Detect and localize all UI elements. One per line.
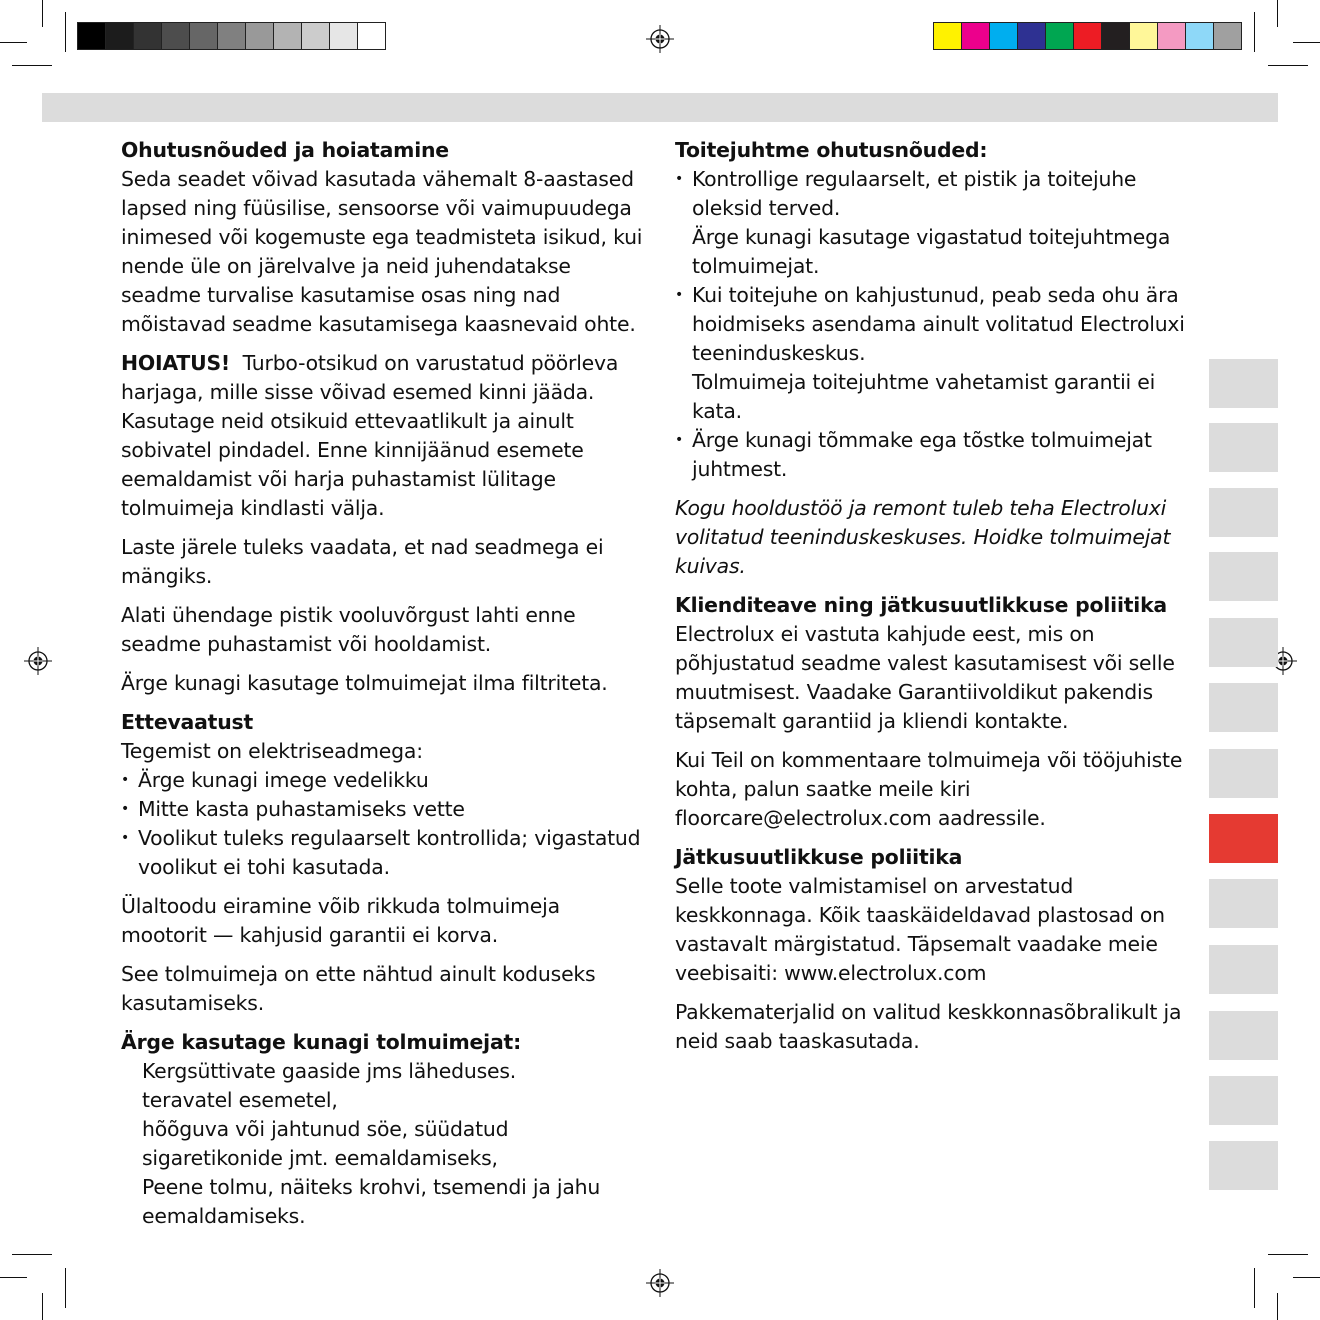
color-swatch <box>133 22 162 50</box>
color-swatch <box>245 22 274 50</box>
list-item: hõõguva või jahtunud söe, süüdatud sigaretikonide jmt. eemaldamiseks, <box>142 1117 509 1170</box>
color-swatch <box>105 22 134 50</box>
safety-heading: Ohutusnõuded ja hoiatamine <box>121 138 449 162</box>
filters-paragraph: Ärge kunagi kasutage tolmuimejat ilma filtriteta. <box>121 671 608 695</box>
language-tab <box>1209 945 1278 994</box>
color-swatch <box>1045 22 1074 50</box>
color-swatch <box>989 22 1018 50</box>
safety-paragraph: Seda seadet võivad kasutada vähemalt 8-aastased lapsed ning füüsilise, sensoorse või vaimupuudega inimesed või kogemuste ega teadmisteta isikud, kui nende üle on järelvalve ja neid juhendatakse seadme turvalise kasutamise osas ning nad mõistavad seadme kasutamisega kaasnevaid ohte. <box>121 167 643 336</box>
customer-info-heading: Klienditeave ning jätkusuutlikkuse poliitika <box>675 593 1167 617</box>
registration-mark-icon <box>24 647 52 675</box>
never-use-list <box>121 1057 651 1231</box>
registration-mark-icon <box>646 25 674 53</box>
cord-safety-heading: Toitejuhtme ohutusnõuded: <box>675 138 988 162</box>
sustainability-paragraph: Selle toote valmistamisel on arvestatud keskkonnaga. Kõik taaskäideldavad plastosad on vastavalt märgistatud. Täpsemalt vaadake meie veebisaiti: www.electrolux.com <box>675 874 1165 985</box>
list-item-text: Ärge kunagi kasutage vigastatud toitejuhtmega tolmuimejat. <box>692 225 1171 278</box>
service-note: Kogu hooldustöö ja remont tuleb teha Electroluxi volitatud teeninduskeskuses. Hoidke tolmuimejat kuivas. <box>675 496 1171 578</box>
list-item-text: Tolmuimeja toitejuhtme vahetamist garantii ei kata. <box>692 370 1156 423</box>
color-swatch <box>1129 22 1158 50</box>
sustainability-heading: Jätkusuutlikkuse poliitika <box>675 845 963 869</box>
language-tab <box>1209 1141 1278 1190</box>
list-item: • Voolikut tuleks regulaarselt kontrollida; vigastatud voolikut ei tohi kasutada. <box>121 824 651 882</box>
list-item <box>675 281 1205 426</box>
color-swatch <box>77 22 106 50</box>
cord-safety-list <box>675 165 1205 484</box>
list-item: Peene tolmu, näiteks krohvi, tsemendi ja jahu eemaldamiseks. <box>142 1175 601 1228</box>
customer-info-paragraph: Electrolux ei vastuta kahjude eest, mis on põhjustatud seadme valest kasutamisest või selle muutmisest. Vaadake Garantiivoldikut pakendis täpsemalt garantiid ja kliendi kontakte. <box>675 622 1175 733</box>
color-swatch <box>189 22 218 50</box>
left-column <box>121 136 651 1231</box>
language-tab <box>1209 423 1278 472</box>
color-swatch <box>357 22 386 50</box>
warning-text: Turbo-otsikud on varustatud pöörleva harjaga, mille sisse võivad esemed kinni jääda. Kasutage neid otsikuid ettevaatlikult ja ainult sobivatel pindadel. Enne kinnijäänud esemete eemaldamist või harja puhastamist lülitage tolmuimeja kindlasti välja. <box>121 351 619 520</box>
color-swatch <box>301 22 330 50</box>
caution-list <box>121 766 651 882</box>
list-item <box>675 165 1205 281</box>
color-swatch <box>1073 22 1102 50</box>
registration-mark-icon <box>646 1269 674 1297</box>
never-use-heading: Ärge kasutage kunagi tolmuimejat: <box>121 1030 522 1054</box>
list-item-text: Kontrollige regulaarselt, et pistik ja toitejuhe oleksid terved. <box>692 167 1137 220</box>
color-swatch <box>273 22 302 50</box>
color-swatch <box>1101 22 1130 50</box>
list-item: • Ärge kunagi tõmmake ega tõstke tolmuimejat juhtmest. <box>675 426 1205 484</box>
comments-paragraph: Kui Teil on kommentaare tolmuimeja või tööjuhiste kohta, palun saatke meile kiri floorcare@electrolux.com aadressile. <box>675 748 1183 830</box>
language-tab <box>1209 879 1278 928</box>
language-tab <box>1209 1011 1278 1060</box>
unplug-paragraph: Alati ühendage pistik vooluvõrgust lahti enne seadme puhastamist või hooldamist. <box>121 603 576 656</box>
ignore-paragraph: Ülaltoodu eiramine võib rikkuda tolmuimeja mootorit — kahjusid garantii ei korva. <box>121 894 560 947</box>
color-swatch <box>329 22 358 50</box>
list-item: teravatel esemetel, <box>142 1088 338 1112</box>
language-tab <box>1209 749 1278 798</box>
language-tab <box>1209 683 1278 732</box>
color-swatch <box>933 22 962 50</box>
right-column <box>675 136 1205 1066</box>
color-swatch <box>161 22 190 50</box>
header-band <box>42 93 1278 122</box>
packaging-paragraph: Pakkematerjalid on valitud keskkonnasõbralikult ja neid saab taaskasutada. <box>675 1000 1182 1053</box>
language-tab-active <box>1209 814 1278 863</box>
children-paragraph: Laste järele tuleks vaadata, et nad seadmega ei mängiks. <box>121 535 604 588</box>
language-tab <box>1209 552 1278 601</box>
color-swatch <box>1157 22 1186 50</box>
language-tab <box>1209 1076 1278 1125</box>
caution-intro: Tegemist on elektriseadmega: <box>121 739 423 763</box>
warning-label: HOIATUS! <box>121 351 231 375</box>
list-item: • Ärge kunagi imege vedelikku <box>121 766 651 795</box>
language-tab <box>1209 488 1278 537</box>
color-swatch <box>1017 22 1046 50</box>
list-item: • Mitte kasta puhastamiseks vette <box>121 795 651 824</box>
list-item: Kergsüttivate gaaside jms läheduses. <box>142 1059 517 1083</box>
warning-paragraph <box>121 349 651 523</box>
language-tab <box>1209 618 1278 667</box>
color-swatch <box>1185 22 1214 50</box>
list-item-text: Kui toitejuhe on kahjustunud, peab seda ohu ära hoidmiseks asendama ainult volitatud Electroluxi teeninduskeskus. <box>692 283 1185 365</box>
color-swatch <box>217 22 246 50</box>
home-use-paragraph: See tolmuimeja on ette nähtud ainult koduseks kasutamiseks. <box>121 962 596 1015</box>
caution-heading: Ettevaatust <box>121 710 254 734</box>
language-tab <box>1209 359 1278 408</box>
color-swatch <box>961 22 990 50</box>
color-swatch <box>1213 22 1242 50</box>
